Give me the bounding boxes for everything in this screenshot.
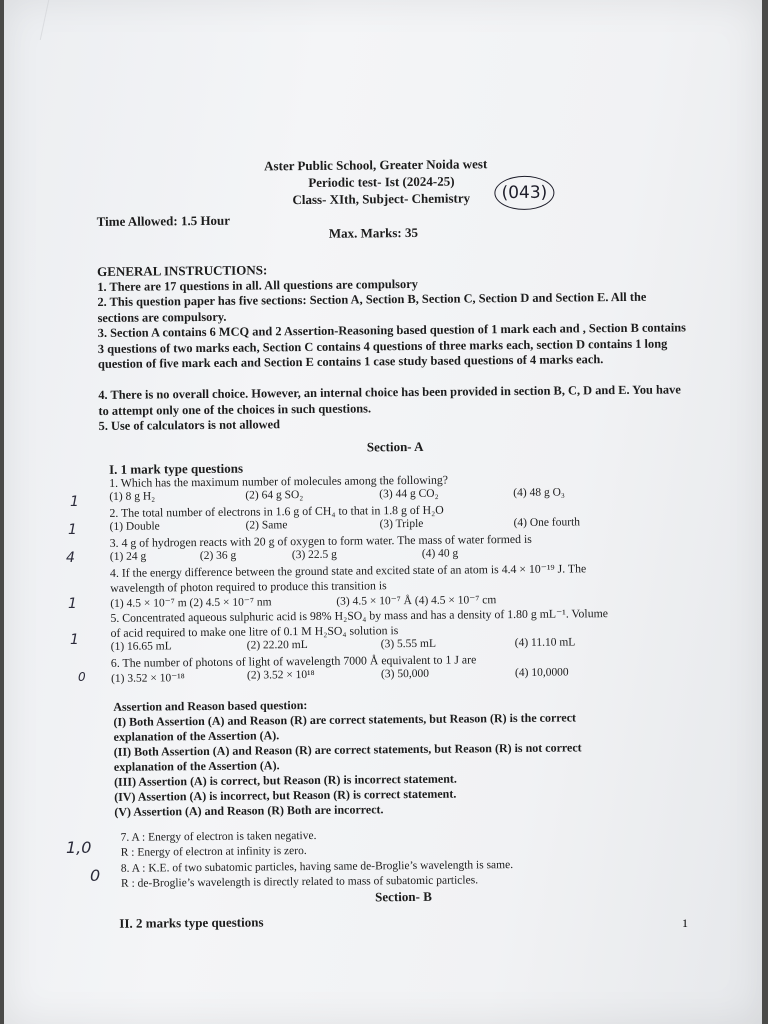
paper-sheet	[4, 0, 762, 1024]
q5-option-4: (4) 11.10 mL	[514, 636, 576, 650]
hand-mark-q8: 0	[90, 866, 101, 885]
q4-text-line-1: 4. If the energy difference between the ground state and excited state of an atom is 4.4 × 10⁻¹⁹ J. The	[109, 561, 587, 580]
q4-options-3-4: (3) 4.5 × 10⁻⁷ Å (4) 4.5 × 10⁻⁷ cm	[336, 594, 497, 608]
q3-option-2: (2) 36 g	[199, 549, 237, 563]
section-a-title: Section- A	[366, 438, 424, 455]
instruction-4: 4. There is no overall choice. However, an internal choice has been provided in section B, C, D and E. You have to attempt only one of the choices in such questions.	[98, 382, 681, 418]
q2-option-2: (2) Same	[245, 519, 288, 532]
q1-option-1: (1) 8 g H₂	[109, 490, 156, 503]
school-name: Aster Public School, Greater Noida west	[264, 156, 488, 174]
q6-option-3: (3) 50,000	[380, 667, 429, 681]
page-crease	[4, 0, 49, 40]
hand-mark-q1: 1	[70, 494, 79, 510]
assertion-option-3: (III) Assertion (A) is correct, but Reason (R) is incorrect statement.	[113, 771, 457, 789]
assertion-option-2a: (II) Both Assertion (A) and Reason (R) are correct statements, but Reason (R) is not correct	[113, 740, 582, 759]
max-marks: Max. Marks: 35	[328, 224, 419, 241]
q5-option-1: (1) 16.65 mL	[110, 640, 172, 653]
class-subject: Class- XIth, Subject- Chemistry	[292, 190, 471, 208]
q2-option-1: (1) Double	[109, 520, 160, 533]
handwritten-subject-code: (043)	[494, 176, 554, 211]
q3-option-1: (1) 24 g	[109, 550, 147, 563]
instruction-2: 2. This question paper has five sections: Section A, Section B, Section C, Section D and Section E. All the sections are compulsory.	[97, 289, 647, 325]
q6-option-4: (4) 10,0000	[514, 666, 569, 680]
q6-option-1: (1) 3.52 × 10⁻¹⁸	[110, 672, 185, 685]
q6-option-2: (2) 3.52 × 10¹⁸	[246, 668, 315, 682]
q3-option-3: (3) 22.5 g	[291, 548, 337, 562]
q1-option-3: (3) 44 g CO₂	[379, 487, 439, 501]
instructions-title: GENERAL INSTRUCTIONS:	[97, 262, 268, 279]
q8-reason: R : de-Broglie’s wavelength is directly related to mass of subatomic particles.	[120, 874, 479, 890]
assertion-option-1b: explanation of the Assertion (A).	[113, 728, 280, 744]
hand-mark-q3: 4	[66, 550, 75, 566]
assertion-option-5: (V) Assertion (A) and Reason (R) Both are incorrect.	[114, 802, 384, 819]
q8-assertion: 8. A : K.E. of two subatomic particles, having same de-Broglie’s wavelength is same.	[120, 859, 514, 875]
q1-option-2: (2) 64 g SO₂	[245, 489, 304, 502]
q5-option-3: (3) 5.55 mL	[380, 637, 437, 651]
instruction-3: 3. Section A contains 6 MCQ and 2 Assertion-Reasoning based question of 1 mark each and , Section B contains 3 questions of two marks each, Section C contains 4 questions of three marks each, section D contains 1 long question of five mark each and Section E contains 1 case study based questions of 4 marks each.	[97, 320, 687, 371]
question-paper	[96, 148, 696, 931]
assertion-option-1a: (I) Both Assertion (A) and Reason (R) are correct statements, but Reason (R) is the correct	[113, 710, 577, 729]
q2-option-4: (4) One fourth	[513, 516, 581, 530]
q5-text-line-1: 5. Concentrated aqueous sulphuric acid is 98% H₂SO₄ by mass and has a density of 1.80 g mL⁻¹. Volume	[110, 606, 609, 625]
q5-text-line-2: of acid required to make one litre of 0.1 M H₂SO₄ solution is	[110, 623, 399, 640]
q7-reason: R : Energy of electron at infinity is zero.	[120, 845, 307, 859]
hand-mark-q2: 1	[68, 522, 77, 538]
page-number: 1	[682, 916, 688, 930]
q2-option-3: (3) Triple	[379, 517, 424, 531]
hand-mark-q4: 1	[68, 596, 77, 612]
q3-text: 3. 4 g of hydrogen reacts with 20 g of oxygen to form water. The mass of water formed is	[109, 531, 532, 550]
section-b-subtitle: II. 2 marks type questions	[119, 914, 264, 931]
q1-option-4: (4) 48 g O₃	[513, 486, 565, 500]
section-a-subtitle: I. 1 mark type questions	[108, 460, 244, 477]
q5-option-2: (2) 22.20 mL	[246, 638, 308, 652]
test-name: Periodic test- Ist (2024-25)	[308, 173, 455, 190]
time-allowed: Time Allowed: 1.5 Hour	[96, 212, 231, 229]
q2-text: 2. The total number of electrons in 1.6 g of CH₄ to that in 1.8 g of H₂O	[109, 502, 444, 520]
hand-mark-q7: 1,0	[66, 838, 92, 857]
assertion-title: Assertion and Reason based question:	[113, 697, 308, 714]
q4-text-line-2: wavelength of photon required to produce this transition is	[110, 578, 387, 595]
hand-mark-q5: 1	[70, 632, 79, 648]
q4-options-1-2: (1) 4.5 × 10⁻⁷ m (2) 4.5 × 10⁻⁷ nm	[110, 596, 272, 610]
q6-text: 6. The number of photons of light of wavelength 7000 Å equivalent to 1 J are	[110, 652, 477, 670]
assertion-option-4: (IV) Assertion (A) is incorrect, but Reason (R) is correct statement.	[114, 786, 457, 804]
q7-assertion: 7. A : Energy of electron is taken negative.	[120, 829, 317, 844]
instruction-5: 5. Use of calculators is not allowed	[98, 417, 281, 433]
hand-mark-q6: 0	[78, 670, 86, 684]
q3-option-4: (4) 40 g	[421, 547, 459, 560]
section-b-title: Section- B	[375, 888, 432, 905]
q1-text: 1. Which has the maximum number of molecules among the following?	[109, 472, 449, 490]
instruction-1: 1. There are 17 questions in all. All questions are compulsory	[97, 276, 418, 294]
assertion-option-2b: explanation of the Assertion (A).	[113, 758, 280, 774]
